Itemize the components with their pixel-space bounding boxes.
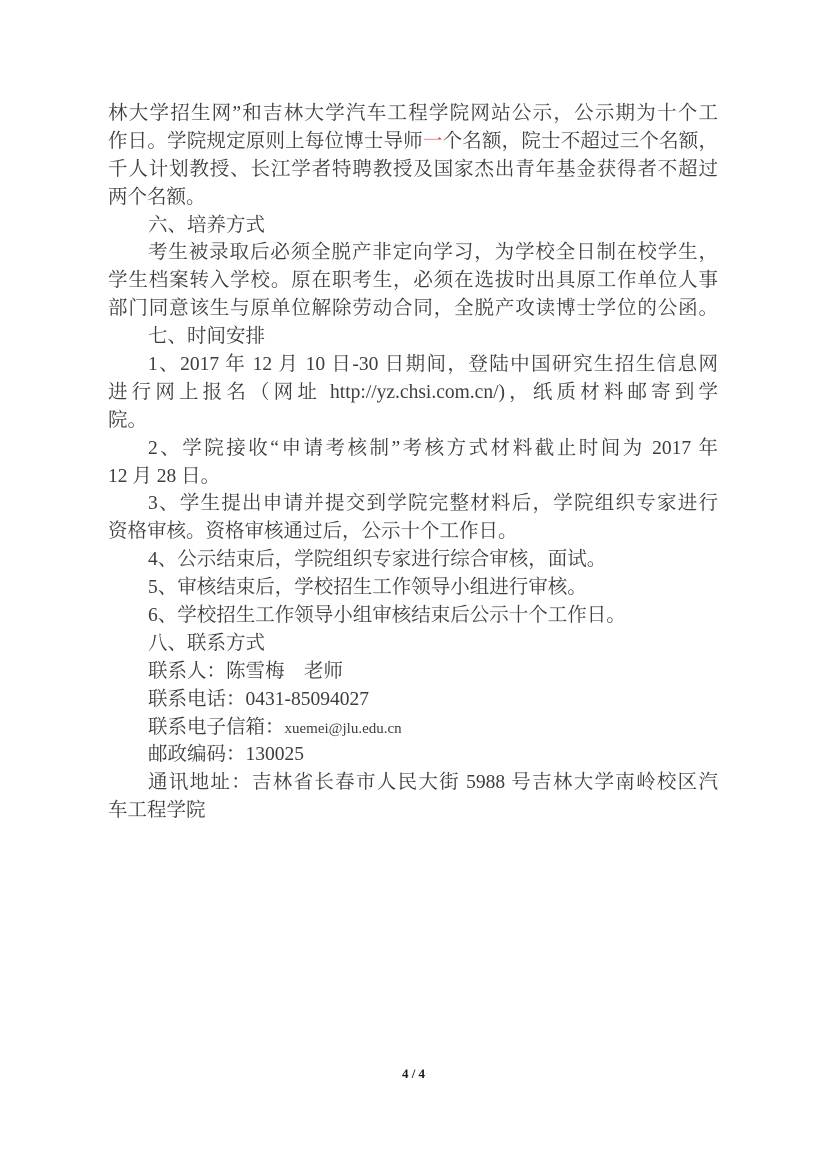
- text-segment: 院。: [108, 409, 148, 431]
- text-segment: 资格审核。资格审核通过后，公示十个工作日。: [108, 521, 518, 543]
- text-segment: 2、学院接收“申请考核制”考核方式材料截止时间为 2017 年: [148, 437, 718, 459]
- text-segment: 林大学招生网”和吉林大学汽车工程学院网站公示，公示期为十个工: [108, 103, 718, 124]
- text-line: [108, 602, 718, 630]
- text-line: [108, 212, 718, 240]
- text-line: [108, 797, 718, 825]
- text-segment: 个名额，院士不超过三个名额，: [442, 130, 718, 152]
- text-segment: 八、联系方式: [148, 632, 266, 654]
- text-segment: 5、审核结束后，学校招生工作领导小组进行审核。: [148, 577, 587, 599]
- text-line: [108, 379, 718, 407]
- text-line: [108, 100, 718, 128]
- text-segment: 六、培养方式: [148, 214, 266, 236]
- text-segment: 联系电子信箱：: [148, 716, 285, 738]
- text-line: [108, 574, 718, 602]
- text-segment: 作日。学院规定原则上每位博士导师: [108, 130, 423, 152]
- text-line: [108, 407, 718, 435]
- text-segment: 12 月 28 日。: [108, 465, 221, 487]
- text-line: [108, 267, 718, 295]
- text-line: [108, 156, 718, 184]
- text-segment: 6、学校招生工作领导小组审核结束后公示十个工作日。: [148, 605, 626, 627]
- text-line: [108, 295, 718, 323]
- red-highlighted-char: 一: [422, 130, 443, 152]
- text-line: [108, 490, 718, 518]
- text-segment: 两个名额。: [108, 186, 206, 208]
- text-line: [108, 630, 718, 658]
- text-line: [108, 686, 718, 714]
- text-line: [108, 128, 718, 156]
- text-line: [108, 435, 718, 463]
- text-segment: 通讯地址：吉林省长春市人民大街 5988 号吉林大学南岭校区汽: [148, 772, 718, 794]
- text-line: [108, 714, 718, 742]
- text-line: [108, 546, 718, 574]
- text-segment: 进行网上报名（网址 http://yz.chsi.com.cn/)，纸质材料邮寄到学: [108, 381, 718, 403]
- text-segment: 3、学生提出申请并提交到学院完整材料后，学院组织专家进行: [148, 493, 718, 515]
- document-body-text: [108, 100, 718, 825]
- text-segment: 学生档案转入学校。原在职考生，必须在选拔时出具原工作单位人事: [108, 270, 718, 292]
- text-segment: 千人计划教授、长江学者特聘教授及国家杰出青年基金获得者不超过: [108, 158, 718, 180]
- page-number: 4 / 4: [401, 1066, 426, 1081]
- text-line: [108, 658, 718, 686]
- text-segment: 1、2017 年 12 月 10 日-30 日期间，登陆中国研究生招生信息网: [148, 354, 718, 376]
- text-line: [108, 323, 718, 351]
- text-segment: 考生被录取后必须全脱产非定向学习，为学校全日制在校学生，: [148, 242, 718, 264]
- text-segment: 七、时间安排: [148, 326, 266, 348]
- text-line: [108, 518, 718, 546]
- text-line: [108, 239, 718, 267]
- text-line: [108, 769, 718, 797]
- text-segment: 联系电话：0431-85094027: [148, 688, 369, 710]
- text-segment: 联系人：陈雪梅 老师: [148, 660, 344, 682]
- text-segment: xuemei@jlu.edu.cn: [284, 720, 402, 737]
- text-line: [108, 463, 718, 491]
- text-line: [108, 741, 718, 769]
- text-segment: 部门同意该生与原单位解除劳动合同，全脱产攻读博士学位的公函。: [108, 298, 718, 320]
- text-segment: 4、公示结束后，学院组织专家进行综合审核，面试。: [148, 549, 607, 571]
- text-line: [108, 184, 718, 212]
- text-line: [108, 351, 718, 379]
- text-segment: 邮政编码：130025: [148, 744, 305, 766]
- text-segment: 车工程学院: [108, 800, 206, 822]
